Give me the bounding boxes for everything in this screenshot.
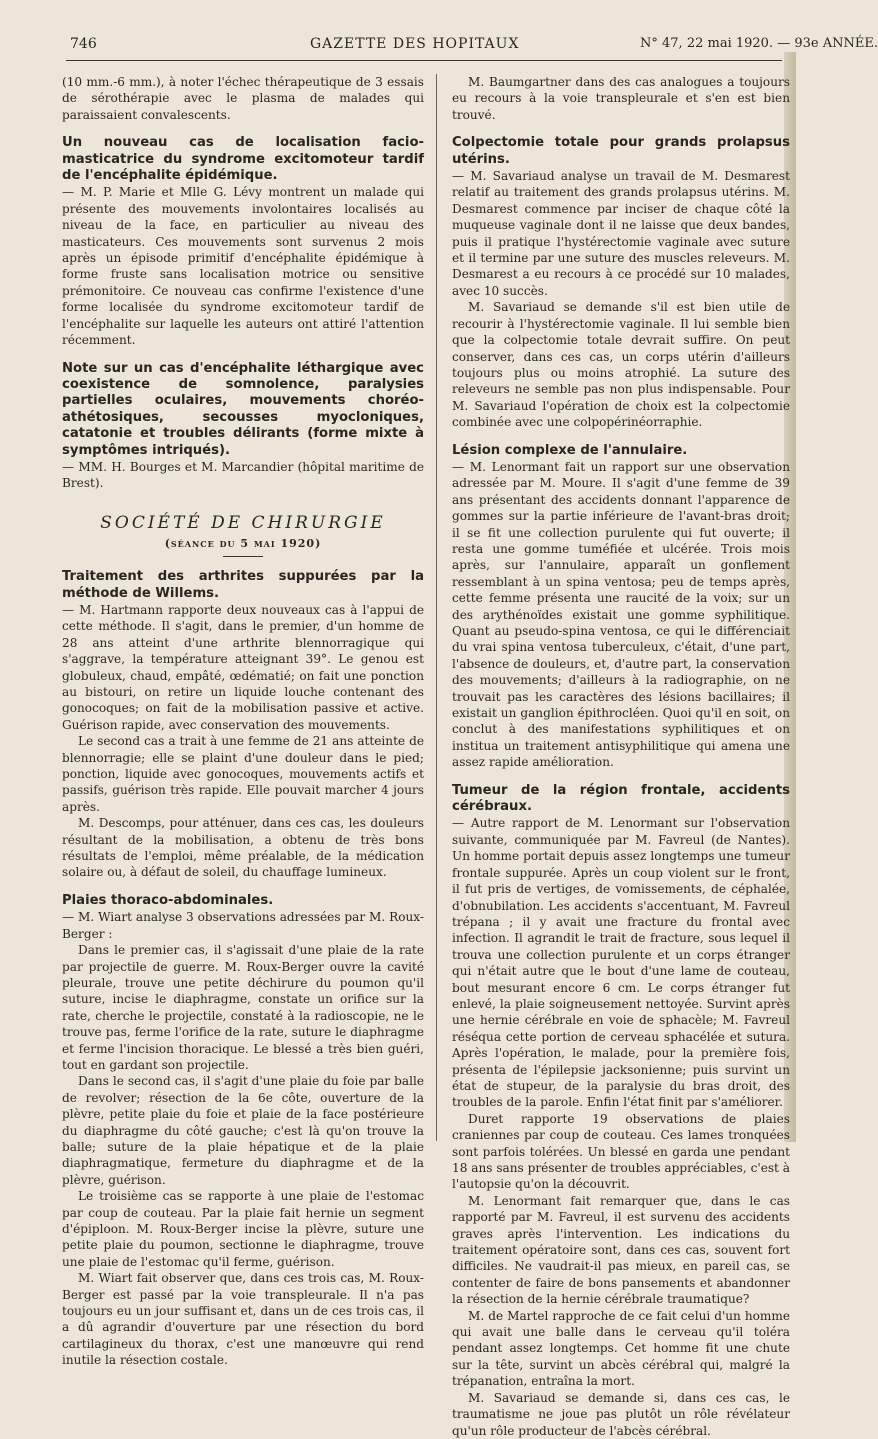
- section-text: — M. Wiart analyse 3 observations adressées par M. Roux-Berger :: [62, 910, 424, 941]
- journal-title: GAZETTE DES HOPITAUX: [310, 36, 520, 52]
- paragraph: M. Wiart fait observer que, dans ces trois cas, M. Roux-Berger est passé par la voie transpleurale. Il n'a pas toujours eu un jour suffisant et, dans un de ces trois cas, il a dû agrandir d'ouverture par une résection du bord cartilagineux du thorax, c'est une manœuvre qui rend inutile la résection costale.: [62, 1271, 424, 1368]
- section-heading: Note sur un cas d'encéphalite léthargique avec coexistence de somnolence, paralysies partielles oculaires, mouvements choréo-athétosiques, secousses myocloniques, catatonie et troubles délirants (forme mixte à symptômes intriqués).: [62, 360, 424, 458]
- column-divider: [436, 74, 437, 1141]
- section-text: — M. Hartmann rapporte deux nouveaux cas à l'appui de cette méthode. Il s'agit, dans le premier, d'un homme de 28 ans atteint d'une arthrite blennorragique qui s'aggrave, la température atteignant 39°. Le genou est globuleux, chaud, empâté, œdématié; on fait une ponction au bistouri, on retire un liquide louche contenant des gonocoques; on fait de la mobilisation passive et active. Guérison rapide, avec conservation des mouvements.: [62, 602, 424, 732]
- section-text: — MM. H. Bourges et M. Marcandier (hôpital maritime de Brest).: [62, 459, 424, 491]
- paragraph: M. Savariaud se demande s'il est bien utile de recourir à l'hystérectomie vaginale. Il lui semble bien que la colpectomie totale devrait suffire. On peut conserver, dans ces cas, un corps utérin d'ailleurs toujours plus ou moins atrophié. La suture des releveurs ne semble pas non plus indispensable. Pour M. Savariaud l'opération de choix est la colpectomie combinée avec une colpopérinéorraphie.: [452, 300, 790, 430]
- section-text: — M. Lenormant fait un rapport sur une observation adressée par M. Moure. Il s'agit d'une femme de 39 ans présentant des accidents donnant l'apparence de gommes sur la partie inférieure de l'avant-bras droit; il se fit une collection purulente qui fut ouverte; il resta une gomme tuméfiée et ulcérée. Trois mois après, sur l'annulaire, apparaît un gonflement ressemblant à un spina ventosa; peu de temps après, cette femme présenta une raucité de la voix; sur un des arythénoïdes existait une gomme syphilitique. Quant au pseudo-spina ventosa, ce qui le différenciait du vrai spina ventosa tuberculeux, c'était, d'une part, l'absence de douleurs, et, d'autre part, la conservation des mouvements; d'ailleurs à la radiographie, on ne trouvait pas les caractères des lésions bacillaires; il existait un ganglion épithrocléen. Quoi qu'il en soit, on conclut à des manifestations syphilitiques et on institua un traitement antisyphilitique qui amena une assez rapide amélioration.: [452, 459, 790, 770]
- page-number: 746: [70, 36, 97, 52]
- section-heading: Plaies thoraco-abdominales.: [62, 892, 274, 908]
- paragraph: Dans le premier cas, il s'agissait d'une plaie de la rate par projectile de guerre. M. Roux-Berger ouvre la cavité pleurale, trouve une petite déchirure du poumon qu'il suture, incise le diaphragme, constate un orifice sur la rate, cherche le projectile, constaté à la radioscopie, ne le trouve pas, ferme l'orifice de la rate, suture le diaphragme et ferme l'incision thoracique. Le blessé a très bien guéri, tout en gardant son projectile.: [62, 943, 424, 1072]
- intro-paragraph: M. Baumgartner dans des cas analogues a toujours eu recours à la voie transpleurale et s'en est bien trouvé.: [452, 75, 790, 122]
- paragraph: M. Descomps, pour atténuer, dans ces cas, les douleurs résultant de la mobilisation, a obtenu de très bons résultats de l'emploi, même préalable, de la médication solaire ou, à défaut de soleil, du chauffage lumineux.: [62, 816, 424, 880]
- section-heading: Un nouveau cas de localisation facio-masticatrice du syndrome excitomoteur tardif de l'encéphalite épidémique.: [62, 135, 424, 184]
- paragraph: M. Savariaud se demande si, dans ces cas, le traumatisme ne joue pas plutôt un rôle révélateur qu'un rôle producteur de l'abcès cérébral.: [452, 1390, 790, 1438]
- paragraph: M. de Martel rapproche de ce fait celui d'un homme qui avait une balle dans le cerveau qu'il toléra pendant assez longtemps. Cet homme fit une chute sur la tête, survint un abcès cérébral qui, malgré la trépanation, entraîna la mort.: [452, 1308, 790, 1389]
- section-text: — M. P. Marie et Mlle G. Lévy montrent un malade qui présente des mouvements involontaires localisés au niveau de la face, en particulier au niveau des masticateurs. Ces mouvements sont survenus 2 mois après un épisode primitif d'encéphalite épidémique à forme fruste sans localisation motrice ou sensitive prémonitoire. Ce nouveau cas confirme l'existence d'une forme localisée du syndrome excitomoteur tardif de l'encéphalite sur laquelle les auteurs ont attiré l'attention récemment.: [62, 185, 424, 348]
- section-text: — Autre rapport de M. Lenormant sur l'observation suivante, communiquée par M. Favreul (de Nantes). Un homme portait depuis assez longtemps une tumeur frontale suppurée. Après un coup violent sur le front, il fut pris de vertiges, de vomissements, de céphalée, d'obnubilation. Les accidents s'accentuant, M. Favreul trépana ; il y avait une fracture du frontal avec infection. Il agrandit le trait de fracture, sous lequel il trouva une collection purulente et un corps étranger qui n'était autre que le bout d'une lame de couteau, bout mesurant encore 6 cm. Le corps étranger fut enlevé, la plaie soigneusement nettoyée. Survint après une hernie cérébrale en voie de sphacèle; M. Favreul réséqua cette portion de cerveau sphacélée et sutura. Après l'opération, le malade, pour la première fois, présenta de l'épilepsie jacksonienne; puis survint un état de stupeur, de la paralysie du bras droit, des troubles de la parole. Enfin l'état finit par s'améliorer.: [452, 816, 790, 1110]
- section-heading: Traitement des arthrites suppurées par la méthode de Willems.: [62, 569, 424, 601]
- society-session: (séance du 5 mai 1920): [164, 536, 322, 550]
- paragraph: Dans le second cas, il s'agit d'une plaie du foie par balle de revolver; résection de la 6e côte, ouverture de la plèvre, petite plaie du foie et plaie de la face postérieure du diaphragme du côté gauche; c'est là qu'on trouve la balle; suture de la plaie hépatique et de la plaie diaphragmatique, fermeture du diaphragme et de la plèvre, guérison.: [62, 1074, 424, 1187]
- section-heading: Colpectomie totale pour grands prolapsus utérins.: [452, 135, 790, 167]
- right-column: [452, 74, 790, 1438]
- left-column: [62, 74, 424, 1368]
- divider: [223, 556, 263, 557]
- header-rule: [66, 60, 782, 61]
- society-title: SOCIÉTÉ DE CHIRURGIE: [100, 512, 386, 533]
- paragraph: Le second cas a trait à une femme de 21 ans atteinte de blennorragie; elle se plaint d'une douleur dans le pied; ponction, liquide avec gonocoques, mouvements actifs et passifs, guérison très rapide. Elle pouvait marcher 4 jours après.: [62, 734, 424, 814]
- paragraph: M. Lenormant fait remarquer que, dans le cas rapporté par M. Favreul, il est survenu des accidents graves après l'intervention. Les indications du traitement opératoire sont, dans ces cas, souvent fort difficiles. Ne vaudrait-il pas mieux, en pareil cas, se contenter de faire de bons pansements et abandonner la résection de la hernie cérébrale traumatique?: [452, 1193, 790, 1307]
- intro-paragraph: (10 mm.-6 mm.), à noter l'échec thérapeutique de 3 essais de sérothérapie avec le plasma de malades qui paraissaient convalescents.: [62, 75, 424, 122]
- paragraph: Le troisième cas se rapporte à une plaie de l'estomac par coup de couteau. Par la plaie fait hernie un segment d'épiploon. M. Roux-Berger incise la plèvre, suture une petite plaie du poumon, sectionne le diaphragme, trouve une plaie de l'estomac qu'il ferme, guérison.: [62, 1189, 424, 1269]
- section-heading: Lésion complexe de l'annulaire.: [452, 442, 688, 458]
- paragraph: Duret rapporte 19 observations de plaies craniennes par coup de couteau. Ces lames tronquées sont parfois tolérées. Un blessé en garda une pendant 18 ans sans présenter de troubles appréciables, c'est à l'autopsie qu'on la découvrit.: [452, 1111, 790, 1192]
- page-header: [40, 30, 878, 68]
- issue-info: N° 47, 22 mai 1920. — 93e ANNÉE.: [640, 36, 878, 51]
- section-text: — M. Savariaud analyse un travail de M. Desmarest relatif au traitement des grands prolapsus utérins. M. Desmarest commence par inciser de chaque côté la muqueuse vaginale dont il ne laisse que deux bandes, puis il pratique l'hystérectomie vaginale avec suture et il termine par une suture des muscles releveurs. M. Desmarest a eu recours à ce procédé sur 10 malades, avec 10 succès.: [452, 169, 790, 298]
- section-heading: Tumeur de la région frontale, accidents cérébraux.: [452, 782, 790, 815]
